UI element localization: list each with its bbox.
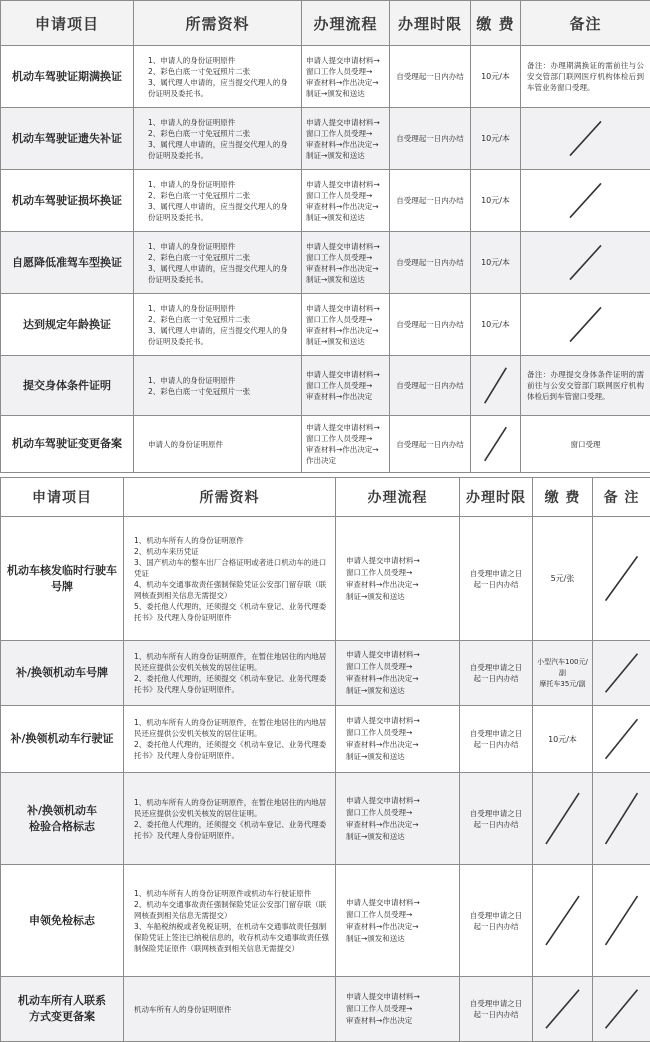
item-name: 机动车驾驶证期满换证 — [1, 46, 134, 108]
header-fee: 缴 费 — [471, 1, 521, 46]
process-cell: 申请人提交申请材料→ 窗口工作人员受理→ 审查材料→作出决定 — [336, 977, 460, 1042]
table-row — [1, 773, 650, 865]
not-applicable-slash-icon — [521, 294, 650, 356]
process-cell: 申请人提交申请材料→ 窗口工作人员受理→ 审查材料→作出决定 — [302, 356, 390, 416]
item-name: 机动车驾驶证变更备案 — [1, 416, 134, 473]
table-row — [1, 170, 650, 232]
item-name: 机动车驾驶证损坏换证 — [1, 170, 134, 232]
table-row — [1, 108, 650, 170]
materials-cell: 1、申请人的身份证明原件 2、彩色白底一寸免冠照片二张 3、属代理人申请的，应当提交代理人的身份证明及委托书。 — [134, 46, 302, 108]
fee: 10元/本 — [471, 232, 521, 294]
not-applicable-slash-icon — [533, 865, 593, 977]
not-applicable-slash-icon — [521, 232, 650, 294]
vehicle-services-table — [0, 477, 650, 1042]
not-applicable-slash-icon — [521, 170, 650, 232]
fee: 10元/本 — [533, 706, 593, 773]
process-cell: 申请人提交申请材料→ 窗口工作人员受理→ 审查材料→作出决定→ 制证→颁发和送达 — [302, 232, 390, 294]
item-name: 补/换领机动车号牌 — [1, 641, 124, 706]
item-name: 机动车核发临时行驶车号牌 — [1, 517, 124, 641]
header-fee: 缴 费 — [533, 478, 593, 517]
time-limit: 自受理起一日内办结 — [390, 170, 471, 232]
table-row — [1, 706, 650, 773]
item-name: 提交身体条件证明 — [1, 356, 134, 416]
time-limit: 自受理申请之日 起一日内办结 — [460, 977, 533, 1042]
process-cell: 申请人提交申请材料→ 窗口工作人员受理→ 审查材料→作出决定→ 制证→颁发和送达 — [302, 294, 390, 356]
license-services-table — [0, 0, 650, 473]
time-limit: 自受理起一日内办结 — [390, 108, 471, 170]
process-cell: 申请人提交申请材料→ 窗口工作人员受理→ 审查材料→作出决定→ 制证→颁发和送达 — [336, 773, 460, 865]
materials-cell: 1、机动车所有人的身份证明原件或机动车行驶证原件 2、机动车交通事故责任强制保险凭证公安部门留存联（联网核查到相关信息无需提交） 3、车船税纳税或者免税证明，在机动车交通事故责任强制保险凭证上签注已纳税信息的，收存机动车交通事故责任强制保险凭证原件（联网核查到相关信息无需提交） — [124, 865, 336, 977]
not-applicable-slash-icon — [593, 977, 650, 1042]
not-applicable-slash-icon — [593, 865, 650, 977]
materials-cell: 1、机动车所有人的身份证明原件，在暂住地居住的内地居民还应提供公安机关核发的居住证明。 2、委托他人代理的，还须提交《机动车登记、业务代理委托书》及代理人身份证明原件。 — [124, 706, 336, 773]
item-name: 补/换领机动车行驶证 — [1, 706, 124, 773]
materials-cell: 1、机动车所有人的身份证明原件，在暂住地居住的内地居民还应提供公安机关核发的居住证明。 2、委托他人代理的，还须提交《机动车登记、业务代理委托书》及代理人身份证明原件。 — [124, 773, 336, 865]
header-materials: 所需资料 — [134, 1, 302, 46]
process-cell: 申请人提交申请材料→ 窗口工作人员受理→ 审查材料→作出决定→ 制证→颁发和送达 — [302, 108, 390, 170]
materials-cell: 1、机动车所有人的身份证明原件 2、机动车来历凭证 3、国产机动车的整车出厂合格证明或者进口机动车的进口凭证 4、机动车交通事故责任强制保险凭证公安部门留存联（联网核查到相关信息无需提交） 5、委托他人代理的，还须提交《机动车登记、业务代理委托书》及代理人身份证明原件 — [124, 517, 336, 641]
table-row — [1, 641, 650, 706]
fee: 10元/本 — [471, 294, 521, 356]
item-name: 机动车所有人联系 方式变更备案 — [1, 977, 124, 1042]
process-cell: 申请人提交申请材料→ 窗口工作人员受理→ 审查材料→作出决定→ 制证→颁发和送达 — [336, 706, 460, 773]
time-limit: 自受理申请之日 起一日内办结 — [460, 641, 533, 706]
not-applicable-slash-icon — [533, 773, 593, 865]
not-applicable-slash-icon — [593, 517, 650, 641]
table-row — [1, 517, 650, 641]
not-applicable-slash-icon — [471, 356, 521, 416]
header-time: 办理时限 — [390, 1, 471, 46]
materials-cell: 申请人的身份证明原件 — [134, 416, 302, 473]
header-time: 办理时限 — [460, 478, 533, 517]
table-header-row — [1, 478, 650, 517]
process-cell: 申请人提交申请材料→ 窗口工作人员受理→ 审查材料→作出决定→ 制证→颁发和送达 — [336, 517, 460, 641]
header-note: 备 注 — [593, 478, 650, 517]
not-applicable-slash-icon — [471, 416, 521, 473]
header-item: 申请项目 — [1, 478, 124, 517]
item-name: 自愿降低准驾车型换证 — [1, 232, 134, 294]
not-applicable-slash-icon — [593, 773, 650, 865]
header-note: 备注 — [521, 1, 650, 46]
time-limit: 自受理起一日内办结 — [390, 416, 471, 473]
item-name: 补/换领机动车 检验合格标志 — [1, 773, 124, 865]
time-limit: 自受理申请之日 起一日内办结 — [460, 706, 533, 773]
process-cell: 申请人提交申请材料→ 窗口工作人员受理→ 审查材料→作出决定→ 制证→颁发和送达 — [336, 641, 460, 706]
table-row — [1, 294, 650, 356]
time-limit: 自受理申请之日 起一日内办结 — [460, 773, 533, 865]
materials-cell: 1、申请人的身份证明原件 2、彩色白底一寸免冠照片二张 3、属代理人申请的，应当提交代理人的身份证明及委托书。 — [134, 232, 302, 294]
time-limit: 自受理申请之日 起一日内办结 — [460, 865, 533, 977]
not-applicable-slash-icon — [593, 706, 650, 773]
materials-cell: 1、申请人的身份证明原件 2、彩色白底一寸免冠照片二张 3、属代理人申请的，应当提交代理人的身份证明及委托书。 — [134, 108, 302, 170]
process-cell: 申请人提交申请材料→ 窗口工作人员受理→ 审查材料→作出决定→ 制证→颁发和送达 — [336, 865, 460, 977]
time-limit: 自受理起一日内办结 — [390, 46, 471, 108]
header-process: 办理流程 — [336, 478, 460, 517]
process-cell: 申请人提交申请材料→ 窗口工作人员受理→ 审查材料→作出决定→ 制证→颁发和送达 — [302, 170, 390, 232]
materials-cell: 1、申请人的身份证明原件 2、彩色白底一寸免冠照片一张 — [134, 356, 302, 416]
table-header-row — [1, 1, 650, 46]
materials-cell: 机动车所有人的身份证明原件 — [124, 977, 336, 1042]
item-name: 申领免检标志 — [1, 865, 124, 977]
time-limit: 自受理起一日内办结 — [390, 294, 471, 356]
item-name: 机动车驾驶证遗失补证 — [1, 108, 134, 170]
table-row — [1, 416, 650, 473]
item-name: 达到规定年龄换证 — [1, 294, 134, 356]
not-applicable-slash-icon — [533, 977, 593, 1042]
table-row — [1, 865, 650, 977]
fee: 5元/张 — [533, 517, 593, 641]
time-limit: 自受理申请之日 起一日内办结 — [460, 517, 533, 641]
materials-cell: 1、机动车所有人的身份证明原件，在暂住地居住的内地居民还应提供公安机关核发的居住证明。 2、委托他人代理的，还须提交《机动车登记、业务代理委托书》及代理人身份证明原件。 — [124, 641, 336, 706]
process-cell: 申请人提交申请材料→ 窗口工作人员受理→ 审查材料→作出决定→ 制证→颁发和送达 — [302, 46, 390, 108]
fee: 10元/本 — [471, 108, 521, 170]
time-limit: 自受理起一日内办结 — [390, 232, 471, 294]
materials-cell: 1、申请人的身份证明原件 2、彩色白底一寸免冠照片二张 3、属代理人申请的，应当提交代理人的身份证明及委托书。 — [134, 170, 302, 232]
note: 备注：办理期满换证的需前往与公安交管部门联网医疗机构体检后到车管业务窗口受理。 — [521, 46, 650, 108]
fee: 10元/本 — [471, 46, 521, 108]
fee: 小型汽车100元/副 摩托车35元/副 — [533, 641, 593, 706]
header-materials: 所需资料 — [124, 478, 336, 517]
process-cell: 申请人提交申请材料→ 窗口工作人员受理→ 审查材料→作出决定→ 作出决定 — [302, 416, 390, 473]
time-limit: 自受理起一日内办结 — [390, 356, 471, 416]
not-applicable-slash-icon — [593, 641, 650, 706]
table-row — [1, 977, 650, 1042]
note: 窗口受理 — [521, 416, 650, 473]
table-row — [1, 46, 650, 108]
table-row — [1, 356, 650, 416]
materials-cell: 1、申请人的身份证明原件 2、彩色白底一寸免冠照片二张 3、属代理人申请的，应当提交代理人的身份证明及委托书。 — [134, 294, 302, 356]
fee: 10元/本 — [471, 170, 521, 232]
header-process: 办理流程 — [302, 1, 390, 46]
note: 备注：办理提交身体条件证明的需前往与公安交管部门联网医疗机构体检后到车管窗口受理。 — [521, 356, 650, 416]
table-row — [1, 232, 650, 294]
not-applicable-slash-icon — [521, 108, 650, 170]
header-item: 申请项目 — [1, 1, 134, 46]
